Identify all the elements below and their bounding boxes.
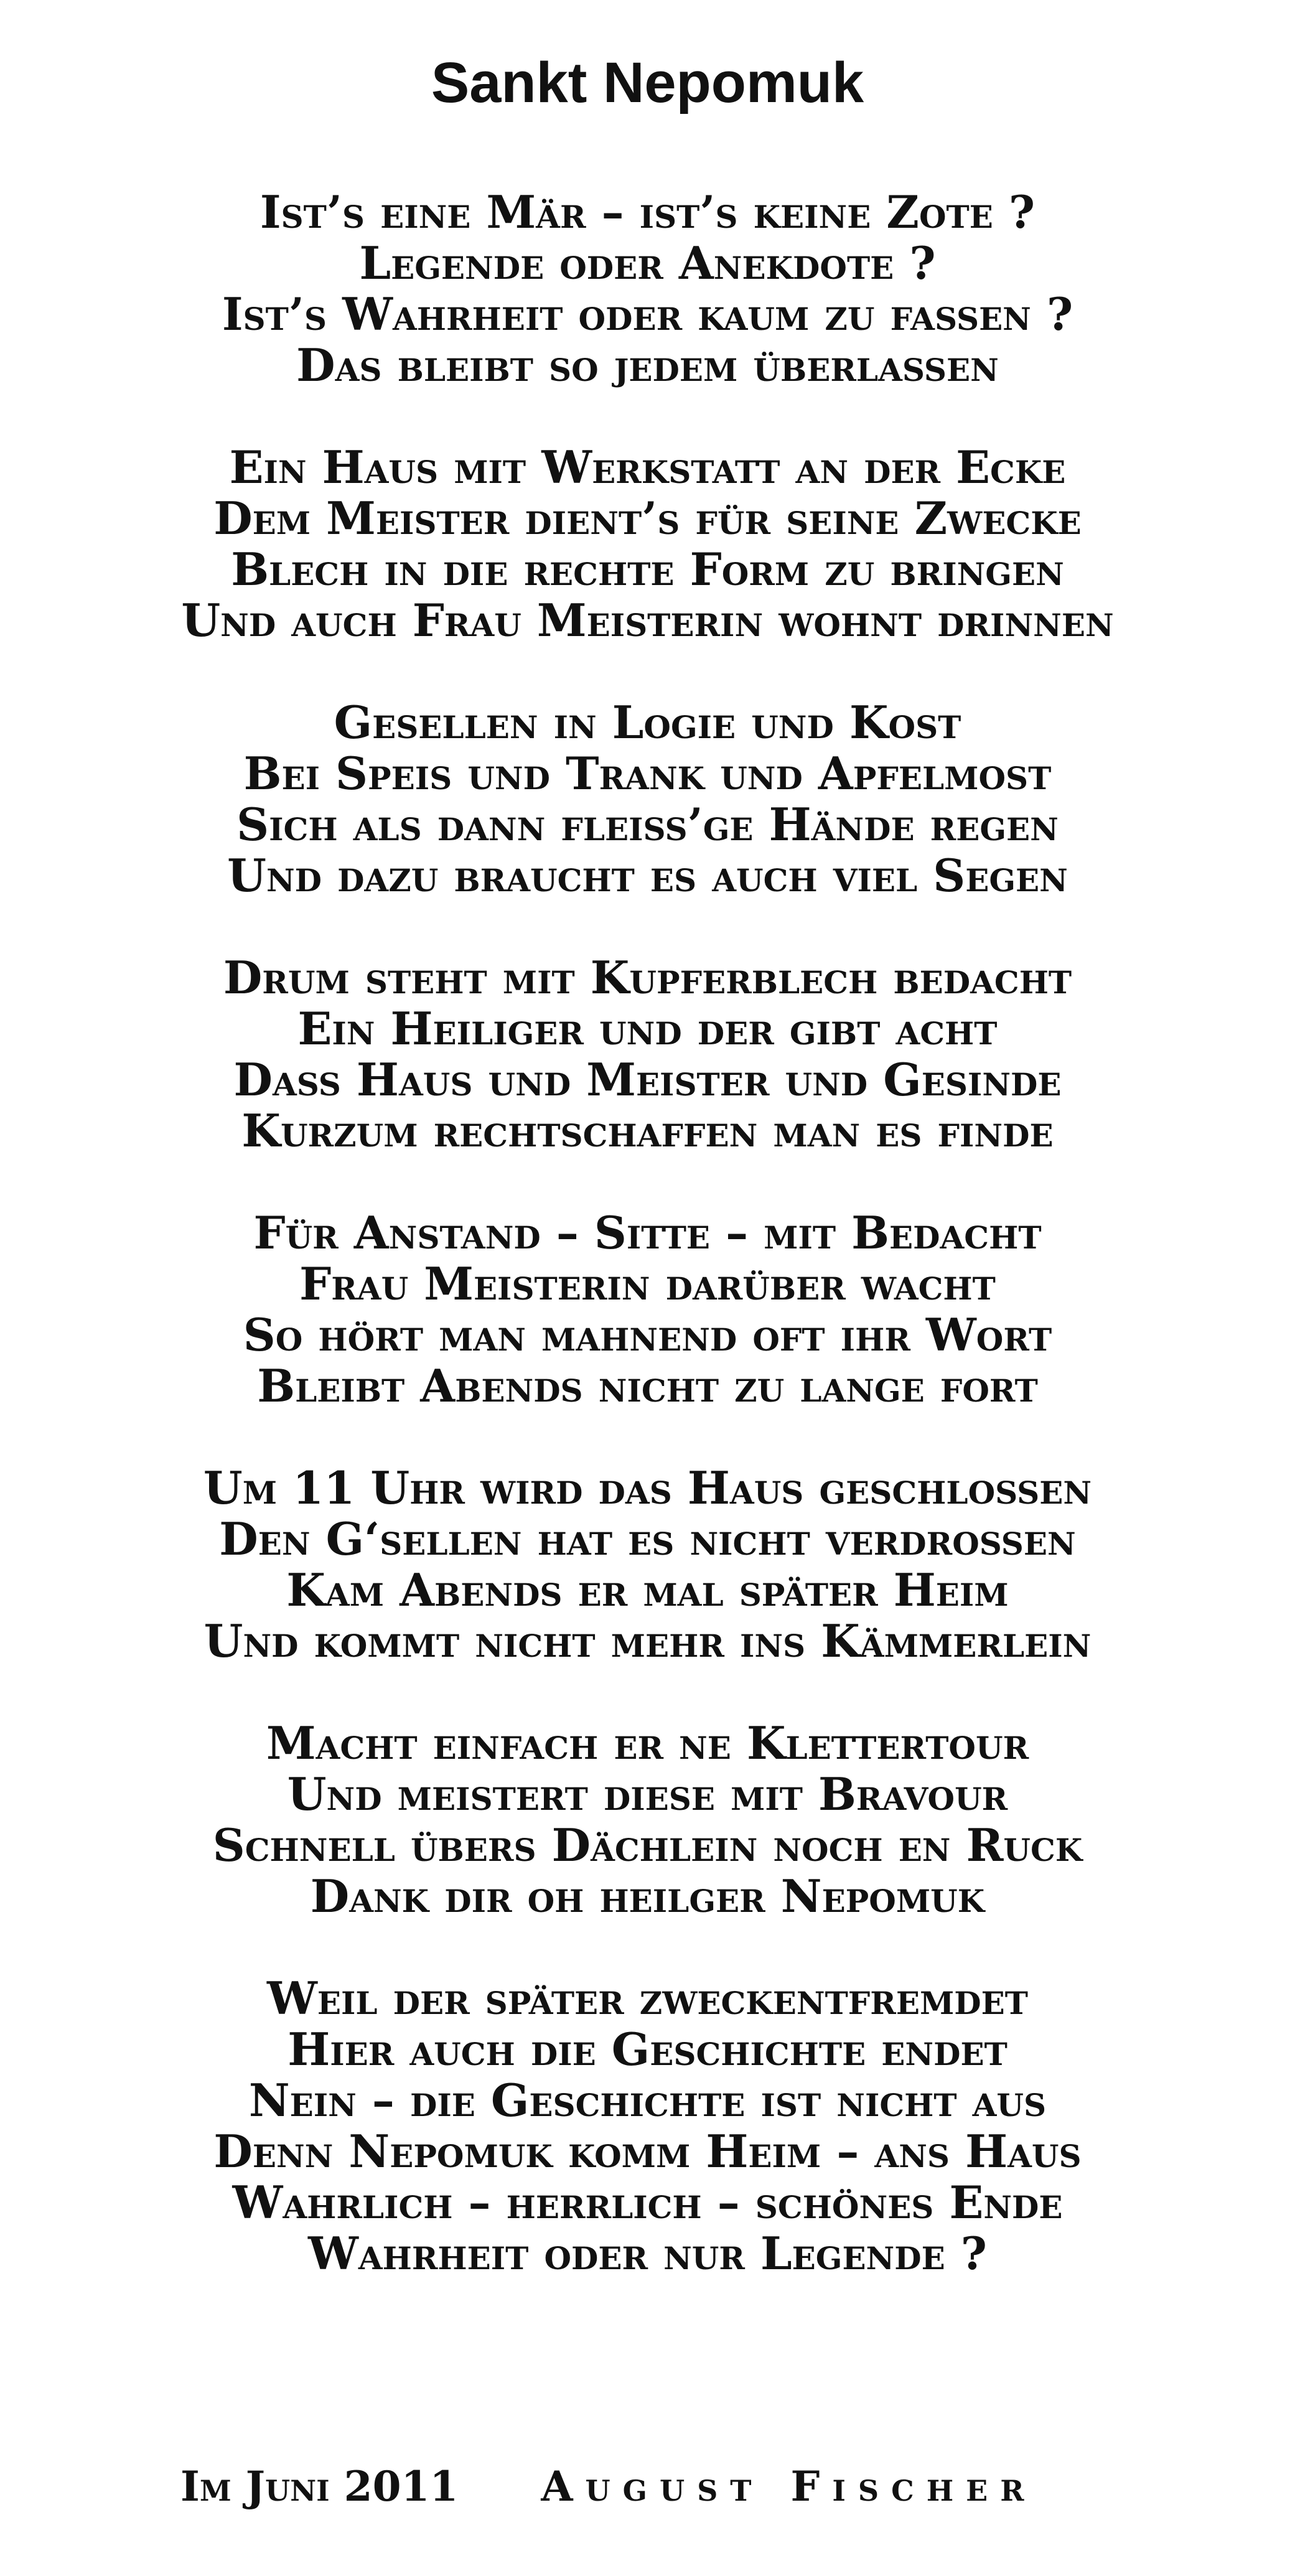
poem-line: Bleibt Abends nicht zu lange fort bbox=[257, 1359, 1038, 1412]
poem-line: Kam Abends er mal später Heim bbox=[286, 1563, 1009, 1616]
poem-line: Für Anstand – Sitte – mit Bedacht bbox=[253, 1206, 1042, 1259]
poem-line: Bei Speis und Trank und Apfelmost bbox=[243, 747, 1052, 800]
footer-date: Im Juni 2011 bbox=[180, 2462, 459, 2511]
stanza-5 bbox=[0, 1207, 1295, 1412]
poem-line: Blech in die rechte Form zu bringen bbox=[231, 543, 1064, 596]
stanza-1 bbox=[0, 187, 1295, 391]
poem-line: Sich als dann fleiss’ge Hände regen bbox=[236, 798, 1059, 851]
poem-line: Weil der später zweckentfremdet bbox=[267, 1972, 1028, 2025]
stanza-8 bbox=[0, 1973, 1295, 2279]
poem-line: Ein Haus mit Werkstatt an der Ecke bbox=[229, 441, 1066, 494]
poem-line: Dass Haus und Meister und Gesinde bbox=[233, 1053, 1062, 1106]
poem-line: Und kommt nicht mehr ins Kämmerlein bbox=[203, 1614, 1092, 1667]
stanza-7 bbox=[0, 1718, 1295, 1922]
poem-line: Ist’s Wahrheit oder kaum zu fassen ? bbox=[222, 288, 1073, 340]
poem-line: Ein Heiliger und der gibt acht bbox=[297, 1002, 998, 1055]
poem-line: Schnell übers Dächlein noch en Ruck bbox=[212, 1819, 1083, 1871]
poem-title: Sankt Nepomuk bbox=[431, 51, 864, 115]
poem-line: Ist’s eine Mär – ist’s keine Zote ? bbox=[259, 185, 1036, 238]
poem-line: Macht einfach er ne Klettertour bbox=[266, 1717, 1029, 1769]
poem-line: Um 11 Uhr wird das Haus geschlossen bbox=[203, 1461, 1092, 1514]
poem-line: Nein – die Geschichte ist nicht aus bbox=[248, 2074, 1047, 2127]
poem-line: Und dazu braucht es auch viel Segen bbox=[227, 849, 1068, 902]
poem-line: Und meistert diese mit Bravour bbox=[287, 1768, 1008, 1820]
poem-line: Das bleibt so jedem überlassen bbox=[296, 339, 999, 391]
stanza-2 bbox=[0, 442, 1295, 646]
poem-line: Wahrheit oder nur Legende ? bbox=[307, 2227, 987, 2280]
poem-line: Dem Meister dient’s für seine Zwecke bbox=[213, 492, 1082, 545]
poem-line: Kurzum rechtschaffen man es finde bbox=[241, 1104, 1054, 1157]
poem-line: Wahrlich – herrlich – schönes Ende bbox=[232, 2176, 1063, 2229]
poem-line: Hier auch die Geschichte endet bbox=[288, 2023, 1007, 2076]
stanza-6 bbox=[0, 1463, 1295, 1667]
poem-line: Drum steht mit Kupferblech bedacht bbox=[223, 951, 1072, 1004]
poem-line: Und auch Frau Meisterin wohnt drinnen bbox=[181, 594, 1114, 647]
poem-line: Denn Nepomuk komm Heim – ans Haus bbox=[213, 2125, 1082, 2178]
poem-line: Legende oder Anekdote ? bbox=[359, 237, 936, 289]
poem-line: So hört man mahnend oft ihr Wort bbox=[243, 1308, 1052, 1361]
poem-line: Frau Meisterin darüber wacht bbox=[299, 1257, 996, 1310]
poem-line: Den G‘sellen hat es nicht verdrossen bbox=[219, 1512, 1076, 1565]
stanza-3 bbox=[0, 697, 1295, 901]
poem-body bbox=[0, 187, 1295, 2330]
stanza-4 bbox=[0, 952, 1295, 1156]
poem-line: Gesellen in Logie und Kost bbox=[334, 696, 961, 749]
poem-line: Dank dir oh heilger Nepomuk bbox=[310, 1870, 985, 1923]
footer-author: August Fischer bbox=[541, 2462, 1037, 2511]
poem-footer bbox=[180, 2461, 1036, 2511]
